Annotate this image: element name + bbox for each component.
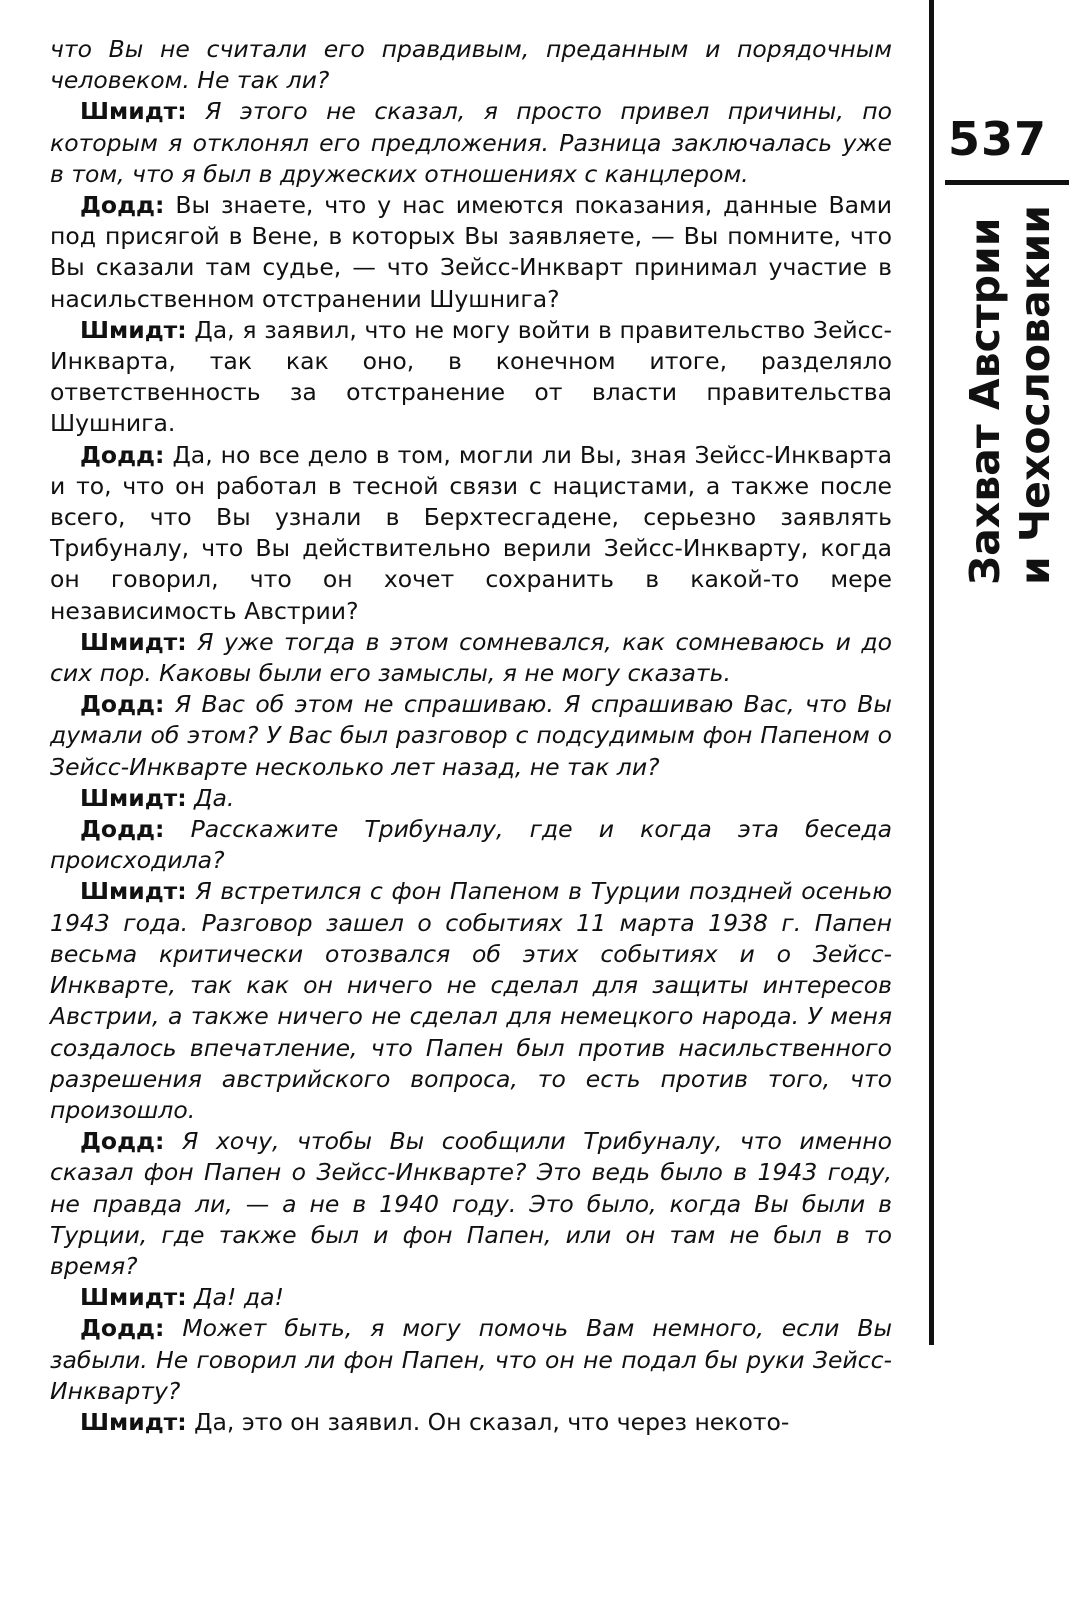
paragraph-text: Да, это он заявил. Он сказал, что через некото- xyxy=(186,1407,790,1436)
paragraph xyxy=(50,876,892,1126)
margin-vertical-rule xyxy=(929,0,934,1345)
running-head-line: Захват Австрии xyxy=(961,217,1009,585)
paragraph xyxy=(50,1407,892,1438)
speaker-label: Додд: xyxy=(80,1127,165,1156)
page-text xyxy=(50,34,892,1438)
paragraph-text: Да. xyxy=(186,783,235,812)
speaker-label: Шмидт: xyxy=(80,1407,187,1436)
speaker-label: Додд: xyxy=(80,815,165,844)
paragraph-text: Я хочу, чтобы Вы сообщили Трибуналу, что именно сказал фон Папен о Зейсс-Инкварте? Это ведь было в 1943 году, не правда ли, — а не в 1940 году. Это было, когда Вы были в Турции, где также был и фон Папен, или он там не был в то время? xyxy=(50,1127,892,1280)
paragraph-text: Да, я заявил, что не могу войти в правительство Зейсс-Инкварта, так как оно, в конечном итоге, разделяло ответственность за отстранение от власти правительства Шушнига. xyxy=(50,315,892,438)
paragraph xyxy=(50,689,892,783)
speaker-label: Додд: xyxy=(80,191,165,220)
paragraph-text: Я Вас об этом не спрашиваю. Я спрашиваю Вас, что Вы думали об этом? У Вас был разговор с подсудимым фон Папеном о Зейсс-Инкварте несколько лет назад, не так ли? xyxy=(50,690,892,781)
speaker-label: Шмидт: xyxy=(80,97,187,126)
paragraph-text: Да! да! xyxy=(186,1283,284,1312)
paragraph xyxy=(50,96,892,190)
paragraph xyxy=(50,190,892,315)
paragraph xyxy=(50,783,892,814)
speaker-label: Шмидт: xyxy=(80,877,187,906)
paragraph xyxy=(50,34,892,96)
speaker-label: Додд: xyxy=(80,440,165,469)
speaker-label: Шмидт: xyxy=(80,627,187,656)
speaker-label: Шмидт: xyxy=(80,315,187,344)
paragraph xyxy=(50,315,892,440)
running-head-line: и Чехословакии xyxy=(1011,205,1059,585)
speaker-label: Шмидт: xyxy=(80,1283,187,1312)
paragraph-text: Расскажите Трибуналу, где и когда эта беседа происходила? xyxy=(50,815,892,875)
speaker-label: Додд: xyxy=(80,690,165,719)
paragraph xyxy=(50,814,892,876)
paragraph-text: Вы знаете, что у нас имеются показания, данные Вами под присягой в Вене, в которых Вы заявляете, — Вы помните, что Вы сказали там судье, — что Зейсс-Инкварт принимал участие в насильственном отстранении Шушнига? xyxy=(50,191,892,313)
paragraph xyxy=(50,1313,892,1407)
page-number: 537 xyxy=(948,112,1048,166)
paragraph-text: Да, но все дело в том, могли ли Вы, зная Зейсс-Инкварта и то, что он работал в тесной связи с нацистами, а также после всего, что Вы узнали в Берхтесгадене, серьезно заявлять Трибуналу, что Вы действительно верили Зейсс-Инкварту, когда он говорил, что он хочет сохранить в какой-то мере независимость Австрии? xyxy=(50,440,892,625)
running-head xyxy=(960,185,1060,585)
paragraph-text: что Вы не считали его правдивым, преданным и порядочным человеком. Не так ли? xyxy=(50,35,892,95)
paragraph xyxy=(50,1282,892,1313)
speaker-label: Додд: xyxy=(80,1314,165,1343)
paragraph-text: Может быть, я могу помочь Вам немного, если Вы забыли. Не говорил ли фон Папен, что он не подал бы руки Зейсс-Инкварту? xyxy=(50,1314,892,1405)
paragraph-text: Я встретился с фон Папеном в Турции поздней осенью 1943 года. Разговор зашел о событиях 11 марта 1938 г. Папен весьма критически отозвался об этих событиях и о Зейсс-Инкварте, так как он ничего не сделал для защиты интересов Австрии, а также ничего не сделал для немецкого народа. У меня создалось впечатление, что Папен был против насильственного разрешения австрийского вопроса, то есть против того, что произошло. xyxy=(50,877,892,1124)
paragraph xyxy=(50,627,892,689)
paragraph-text: Я уже тогда в этом сомневался, как сомневаюсь и до сих пор. Каковы были его замыслы, я не могу сказать. xyxy=(50,627,892,688)
speaker-label: Шмидт: xyxy=(80,783,187,812)
paragraph xyxy=(50,1126,892,1282)
paragraph-text: Я этого не сказал, я просто привел причины, по которым я отклонял его предложения. Разница заключалась уже в том, что я был в дружеских отношениях с канцлером. xyxy=(50,97,892,188)
paragraph xyxy=(50,440,892,627)
